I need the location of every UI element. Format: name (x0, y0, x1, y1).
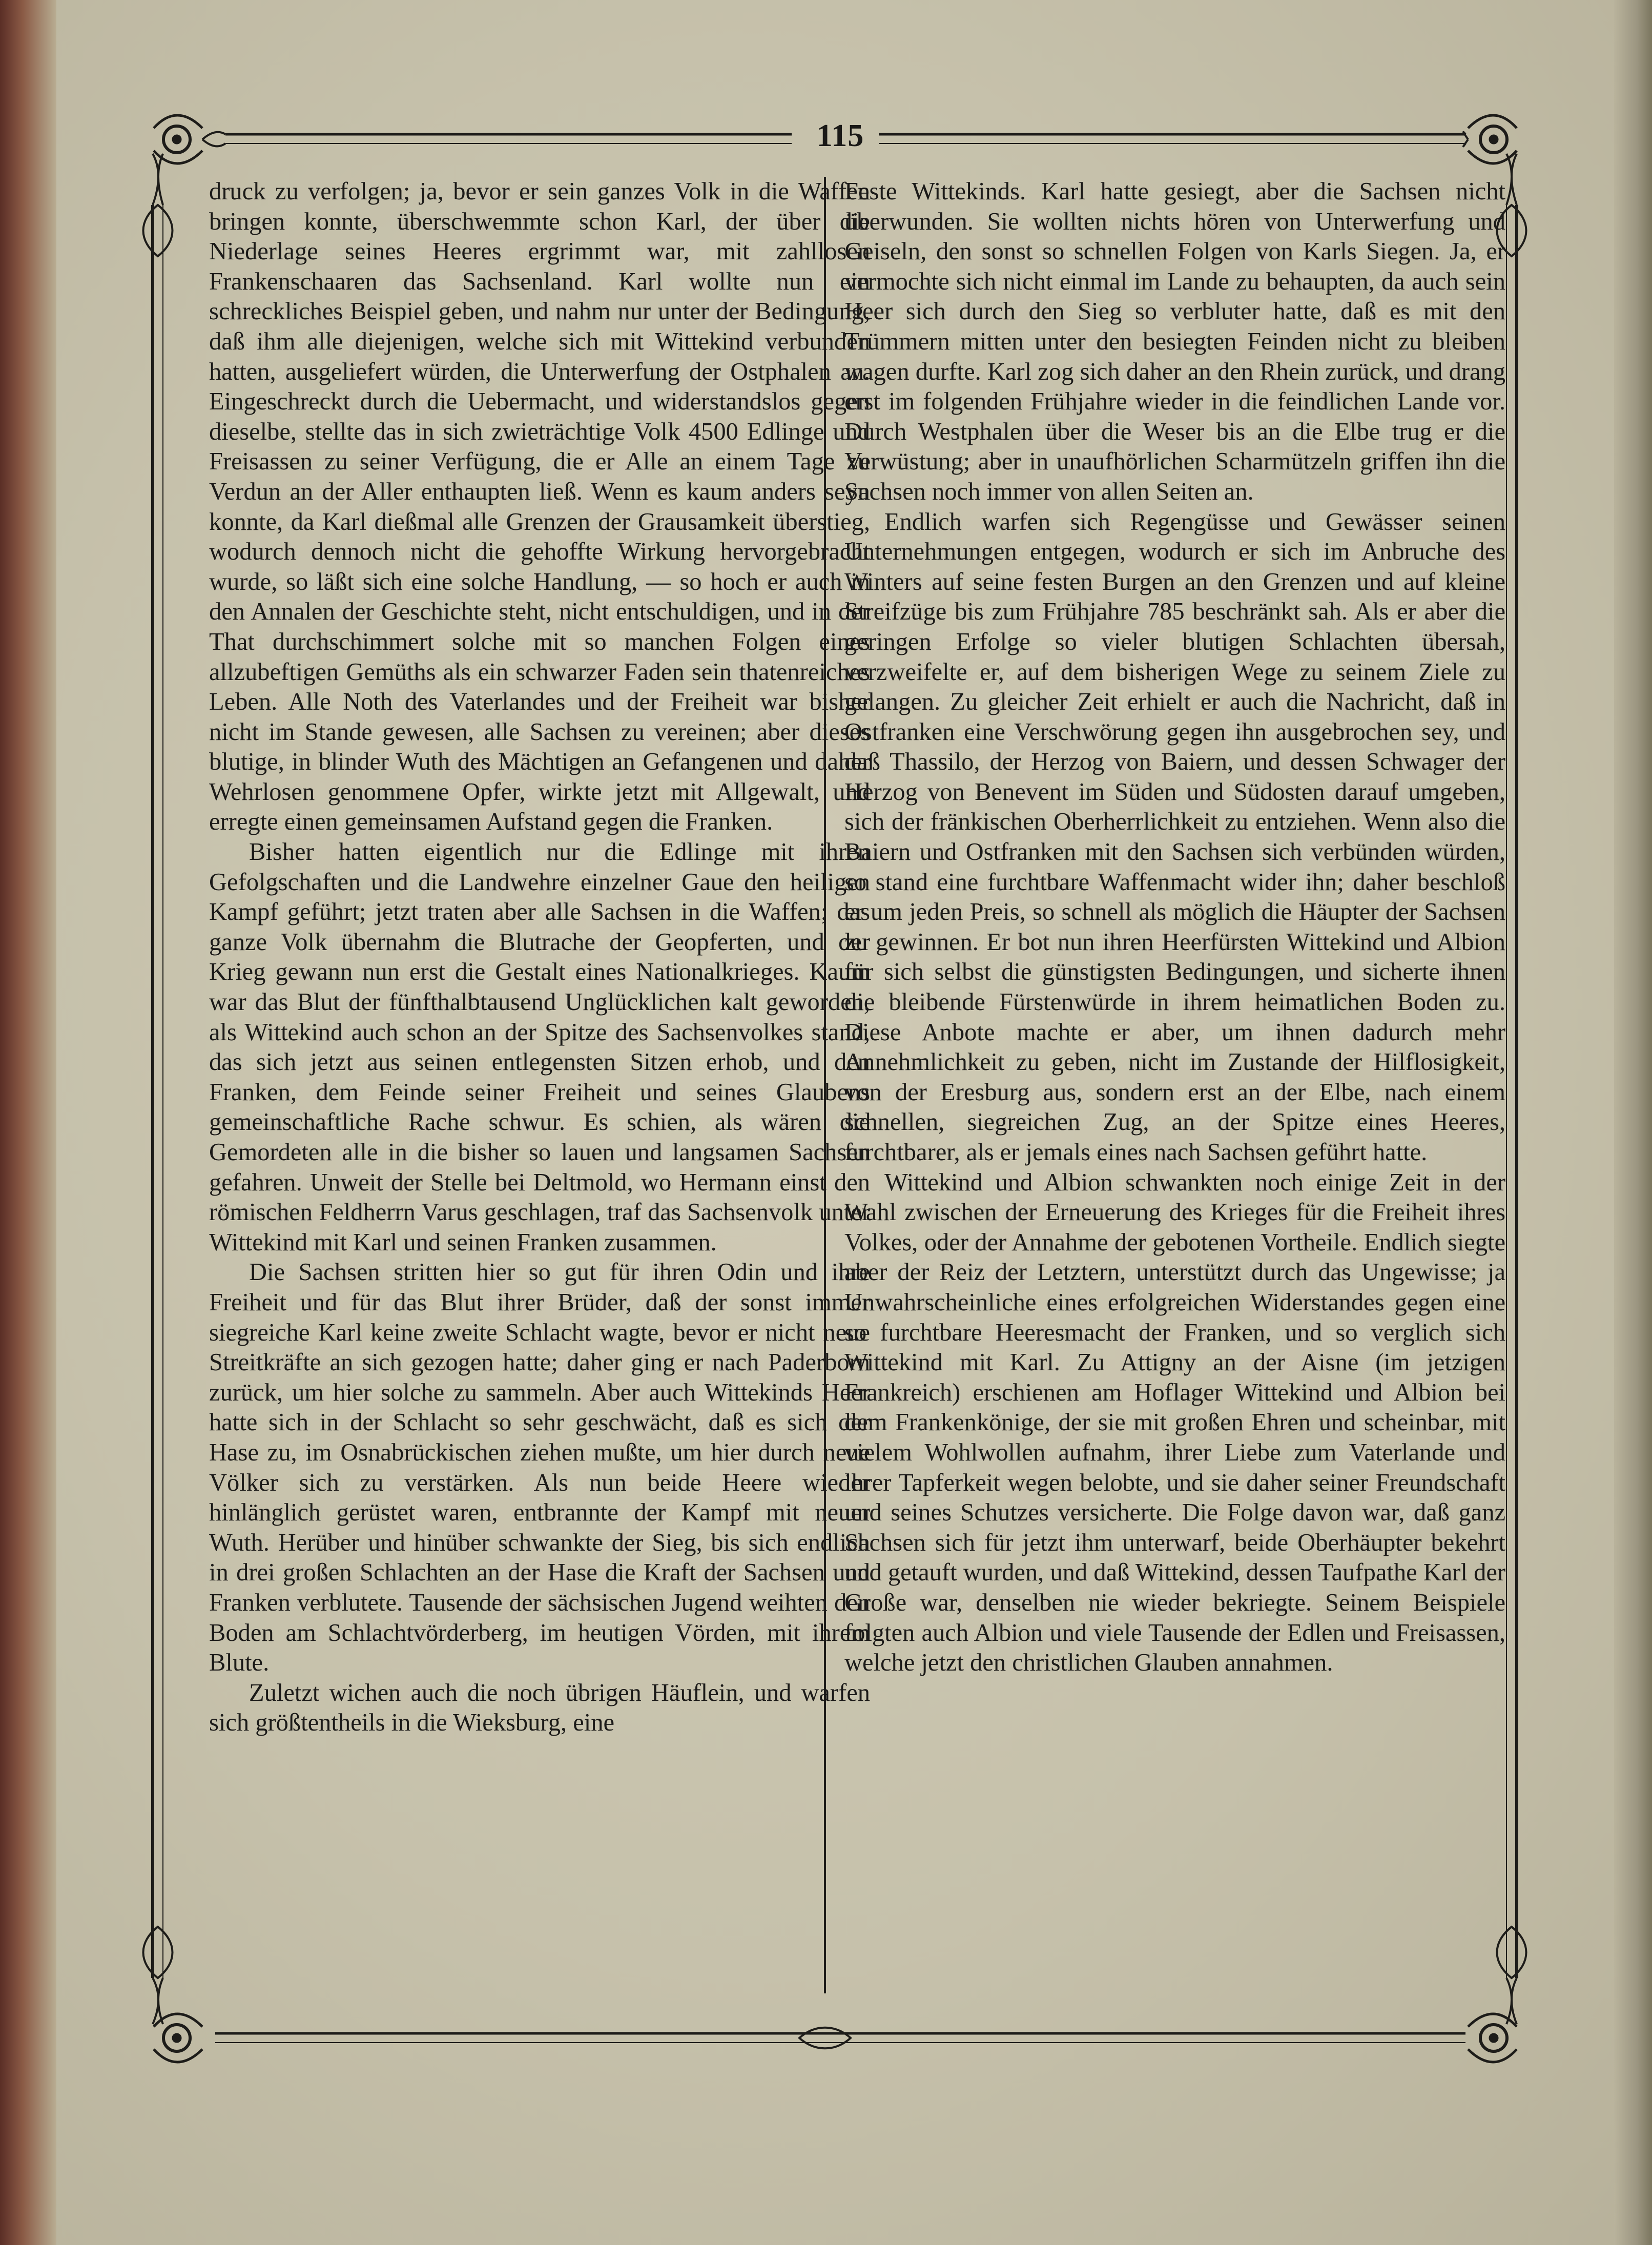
paragraph: Wittekind und Albion schwankten noch einige Zeit in der Wahl zwischen der Erneuerung des Krieges für die Freiheit ihres Volkes, oder der Annahme der gebotenen Vortheile. Endlich siegte aber der Reiz der Letztern, unterstützt durch das Ungewisse; ja Unwahrscheinliche eines erfolgreichen Widerstandes gegen eine so furchtbare Heeresmacht der Franken, und so verglich sich Wittekind mit Karl. Zu Attigny an der Aisne (im jetzigen Frankreich) erschienen am Hoflager Wittekind und Albion bei dem Frankenkönige, der sie mit großen Ehren und scheinbar, mit vielem Wohlwollen aufnahm, ihrer Liebe zum Vaterlande und ihrer Tapferkeit wegen belobte, und sie daher seiner Freundschaft und seines Schutzes versicherte. Die Folge davon war, daß ganz Sachsen sich für jetzt ihm unterwarf, beide Oberhäupter bekehrt und getauft wurden, und daß Wittekind, dessen Taufpathe Karl der Große war, denselben nie wieder bekriegte. Seinem Beispiele folgten auch Albion und viele Tausende der Edlen und Freisassen, welche jetzt den christlichen Glauben annahmen. (844, 1168, 1505, 1677)
left-column (209, 177, 870, 1738)
paragraph: Endlich warfen sich Regengüsse und Gewässer seinen Unternehmungen entgegen, wodurch er sich im Anbruche des Winters auf seine festen Burgen an den Grenzen und auf kleine Streifzüge bis zum Frühjahre 785 beschränkt sah. Als er aber die geringen Erfolge so vieler blutigen Schlachten übersah, verzweifelte er, auf dem bisherigen Wege zu seinem Ziele zu gelangen. Zu gleicher Zeit erhielt er auch die Nachricht, daß in Ostfranken eine Verschwörung gegen ihn ausgebrochen sey, und daß Thassilo, der Herzog von Baiern, und dessen Schwager der Herzog von Benevent im Süden und Südosten darauf umgeben, sich der fränkischen Oberherrlichkeit zu entziehen. Wenn also die Baiern und Ostfranken mit den Sachsen sich verbünden würden, so stand eine furchtbare Waffenmacht wider ihn; daher beschloß er um jeden Preis, so schnell als möglich die Häupter der Sachsen zu gewinnen. Er bot nun ihren Heerfürsten Wittekind und Albion für sich selbst die günstigsten Bedingungen, und sicherte ihnen die bleibende Fürstenwürde in ihrem heimatlichen Boden zu. Diese Anbote machte er aber, um ihnen dadurch mehr Annehmlichkeit zu geben, nicht im Zustande der Hilflosigkeit, von der Eresburg aus, sondern erst an der Elbe, nach einem schnellen, siegreichen Zug, an der Spitze eines Heeres, furchtbarer, als er jemals eines nach Sachsen geführt hatte. (844, 508, 1505, 1166)
page-number: 115 (816, 118, 864, 153)
paragraph: Feste Wittekinds. Karl hatte gesiegt, aber die Sachsen nicht überwunden. Sie wollten nichts hören von Unterwerfung und Geiseln, den sonst so schnellen Folgen von Karls Siegen. Ja, er vermochte sich nicht einmal im Lande zu behaupten, da auch sein Heer sich durch den Sieg so verbluter hatte, daß es mit den Trümmern mitten unter den besiegten Feinden nicht zu bleiben wagen durfte. Karl zog sich daher an den Rhein zurück, und drang erst im folgenden Frühjahre wieder in die feindlichen Lande vor. Durch Westphalen über die Weser bis an die Elbe trug er die Verwüstung; aber in unaufhörlichen Scharmützeln griffen ihn die Sachsen noch immer von allen Seiten an. (844, 178, 1505, 505)
bottom-center-ornament (799, 2028, 851, 2049)
paragraph: Zuletzt wichen auch die noch übrigen Häuflein, und warfen sich größtentheils in die Wieksburg, eine (209, 1679, 870, 1737)
side-ornament-left (143, 205, 173, 1978)
corner-ornament-bottom-right (1468, 1978, 1517, 2062)
paragraph: druck zu verfolgen; ja, bevor er sein ganzes Volk in die Waffen bringen konnte, überschwemmte schon Karl, der über die Niederlage seines Heeres ergrimmt war, mit zahllosen Frankenschaaren das Sachsenland. Karl wollte nun ein schreckliches Beispiel geben, und nahm nur unter der Bedingung, daß ihm alle diejenigen, welche sich mit Wittekind verbunden hatten, ausgeliefert würden, die Unterwerfung der Ostphalen an. Eingeschreckt durch die Uebermacht, und widerstandslos gegen dieselbe, stellte das in sich zwieträchtige Volk 4500 Edlinge und Freisassen zu seiner Verfügung, die er Alle an einem Tage zu Verdun an der Aller enthaupten ließ. Wenn es kaum anders seyn konnte, da Karl dießmal alle Grenzen der Grausamkeit überstieg, wodurch dennoch nicht die gehoffte Wirkung hervorgebracht wurde, so läßt sich eine solche Handlung, — so hoch er auch in den Annalen der Geschichte steht, nicht entschuldigen, und in der That durchschimmert solche mit so manchen Folgen eines allzubeftigen Gemüths als ein schwarzer Faden sein thatenreiches Leben. Alle Noth des Vaterlandes und der Freiheit war bisher nicht im Stande gewesen, alle Sachsen zu vereinen; aber dieses blutige, in blinder Wuth des Mächtigen an Gefangenen und daher Wehrlosen genommene Opfer, wirkte jetzt mit Allgewalt, und erregte einen gemeinsamen Aufstand gegen die Franken. (209, 178, 870, 836)
corner-ornament-bottom-left (153, 1978, 202, 2062)
right-column (844, 177, 1505, 1678)
paragraph: Die Sachsen stritten hier so gut für ihren Odin und ihre Freiheit und für das Blut ihrer Brüder, daß der sonst immer siegreiche Karl keine zweite Schlacht wagte, bevor er nicht neue Streitkräfte an sich gezogen hatte; daher ging er nach Paderborn zurück, um hier solche zu sammeln. Aber auch Wittekinds Heer hatte sich in der Schlacht so sehr geschwächt, daß es sich der Hase zu, im Osnabrückischen ziehen mußte, um hier durch neue Völker sich zu verstärken. Als nun beide Heere wieder hinlänglich gerüstet waren, entbrannte der Kampf mit neuer Wuth. Herüber und hinüber schwankte der Sieg, bis sich endlich in drei großen Schlachten an der Hase die Kraft der Sachsen und Franken verblutete. Tausende der sächsischen Jugend weihten den Boden am Schlachtvörderberg, im heutigen Vörden, mit ihrem Blute. (209, 1259, 870, 1677)
paragraph: Bisher hatten eigentlich nur die Edlinge mit ihren Gefolgschaften und die Landwehre einzelner Gaue den heiligen Kampf geführt; jetzt traten aber alle Sachsen in die Waffen; das ganze Volk übernahm die Blutrache der Geopferten, und der Krieg gewann nun erst die Gestalt eines Nationalkrieges. Kaum war das Blut der fünfthalbtausend Unglücklichen kalt geworden, als Wittekind auch schon an der Spitze des Sachsenvolkes stand, das sich jetzt aus seinen entlegensten Sitzen erhob, und den Franken, dem Feinde seiner Freiheit und seines Glaubens gemeinschaftliche Rache schwur. Es schien, als wären die Gemordeten alle in die bisher so lauen und langsamen Sachsen gefahren. Unweit der Stelle bei Deltmold, wo Hermann einst den römischen Feldherrn Varus geschlagen, traf das Sachsenvolk unter Wittekind mit Karl und seinen Franken zusammen. (209, 838, 870, 1256)
